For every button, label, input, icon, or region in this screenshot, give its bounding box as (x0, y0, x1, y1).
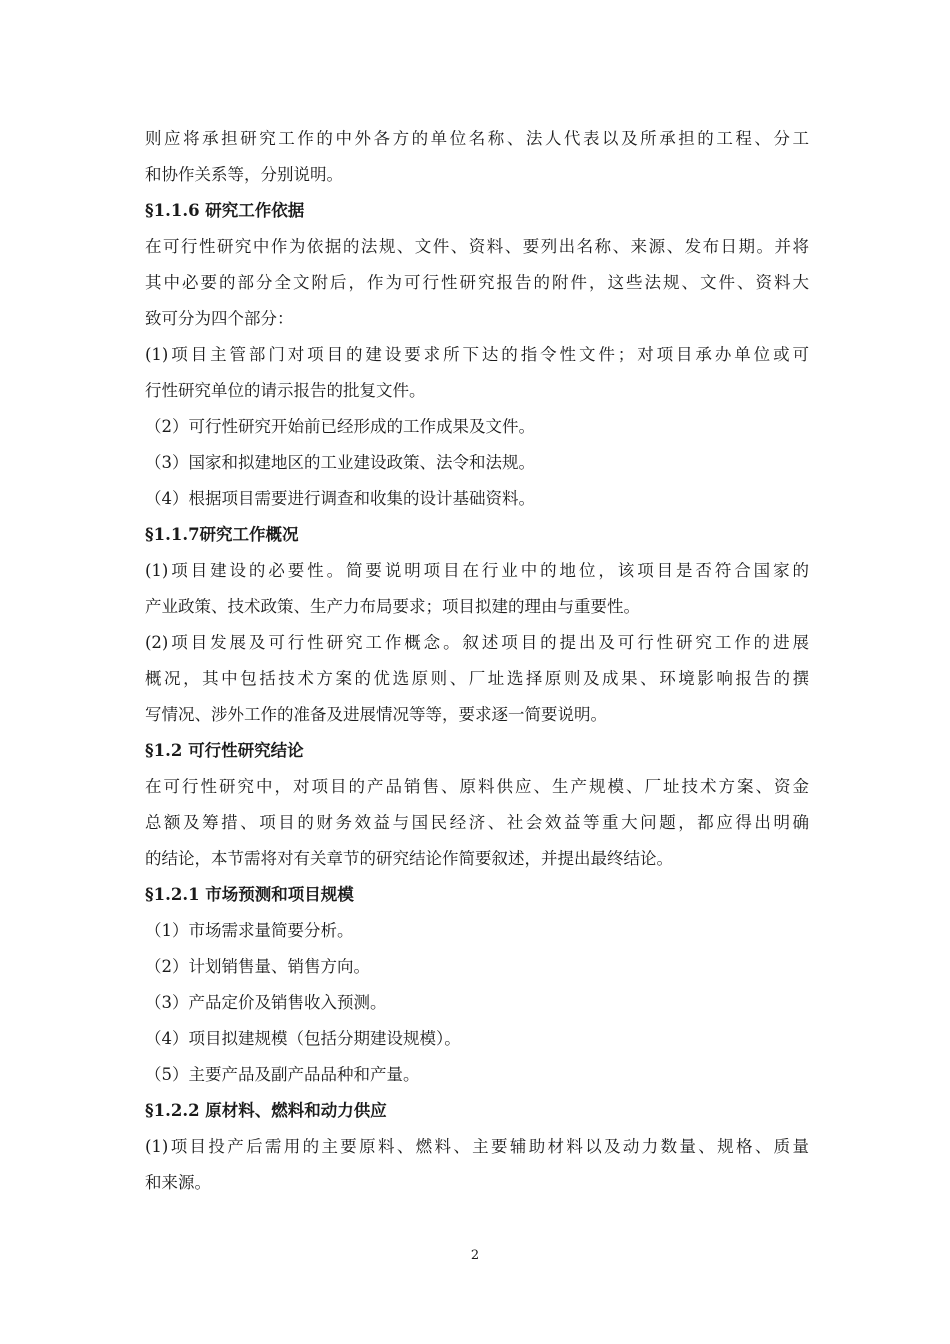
document-body (145, 121, 809, 1201)
paragraph-line: 和来源。 (145, 1173, 211, 1192)
paragraph-line: (1)项目建设的必要性。简要说明项目在行业中的地位，该项目是否符合国家的 (145, 561, 809, 580)
paragraph-line: (2)项目发展及可行性研究工作概念。叙述项目的提出及可行性研究工作的进展 (145, 633, 809, 652)
paragraph-line: 产业政策、技术政策、生产力布局要求；项目拟建的理由与重要性。 (145, 597, 640, 616)
section-heading: §1.2 可行性研究结论 (145, 741, 304, 760)
paragraph-line: 和协作关系等，分别说明。 (145, 165, 343, 184)
paragraph-line: 致可分为四个部分： (145, 309, 294, 328)
paragraph-line: (1)项目投产后需用的主要原料、燃料、主要辅助材料以及动力数量、规格、质量 (145, 1137, 809, 1156)
page-number: 2 (470, 1248, 480, 1263)
section-heading: §1.2.1 市场预测和项目规模 (145, 885, 354, 904)
paragraph-line: 总额及筹措、项目的财务效益与国民经济、社会效益等重大问题，都应得出明确 (145, 813, 809, 832)
paragraph-line: 的结论，本节需将对有关章节的研究结论作简要叙述，并提出最终结论。 (145, 849, 673, 868)
paragraph-line: 其中必要的部分全文附后，作为可行性研究报告的附件，这些法规、文件、资料大 (145, 273, 809, 292)
paragraph-line: 在可行性研究中作为依据的法规、文件、资料、要列出名称、来源、发布日期。并将 (145, 237, 809, 256)
paragraph-line: 行性研究单位的请示报告的批复文件。 (145, 381, 426, 400)
paragraph-line: （2）计划销售量、销售方向。 (145, 957, 370, 976)
paragraph-line: 则应将承担研究工作的中外各方的单位名称、法人代表以及所承担的工程、分工 (145, 129, 809, 148)
paragraph-line: 概况，其中包括技术方案的优选原则、厂址选择原则及成果、环境影响报告的撰 (145, 669, 809, 688)
section-heading: §1.1.6 研究工作依据 (145, 201, 305, 220)
paragraph-line: （3）产品定价及销售收入预测。 (145, 993, 387, 1012)
paragraph-line: （5）主要产品及副产品品种和产量。 (145, 1065, 420, 1084)
paragraph-line: (1)项目主管部门对项目的建设要求所下达的指令性文件；对项目承办单位或可 (145, 345, 809, 364)
paragraph-line: （2）可行性研究开始前已经形成的工作成果及文件。 (145, 417, 535, 436)
paragraph-line: （4）项目拟建规模（包括分期建设规模）。 (145, 1029, 461, 1048)
paragraph-line: 在可行性研究中，对项目的产品销售、原料供应、生产规模、厂址技术方案、资金 (145, 777, 809, 796)
paragraph-line: （3）国家和拟建地区的工业建设政策、法令和法规。 (145, 453, 535, 472)
paragraph-line: 写情况、涉外工作的准备及进展情况等等，要求逐一简要说明。 (145, 705, 607, 724)
paragraph-line: （4）根据项目需要进行调查和收集的设计基础资料。 (145, 489, 535, 508)
section-heading: §1.2.2 原材料、燃料和动力供应 (145, 1101, 387, 1120)
section-heading: §1.1.7研究工作概况 (145, 525, 299, 544)
paragraph-line: （1）市场需求量简要分析。 (145, 921, 354, 940)
